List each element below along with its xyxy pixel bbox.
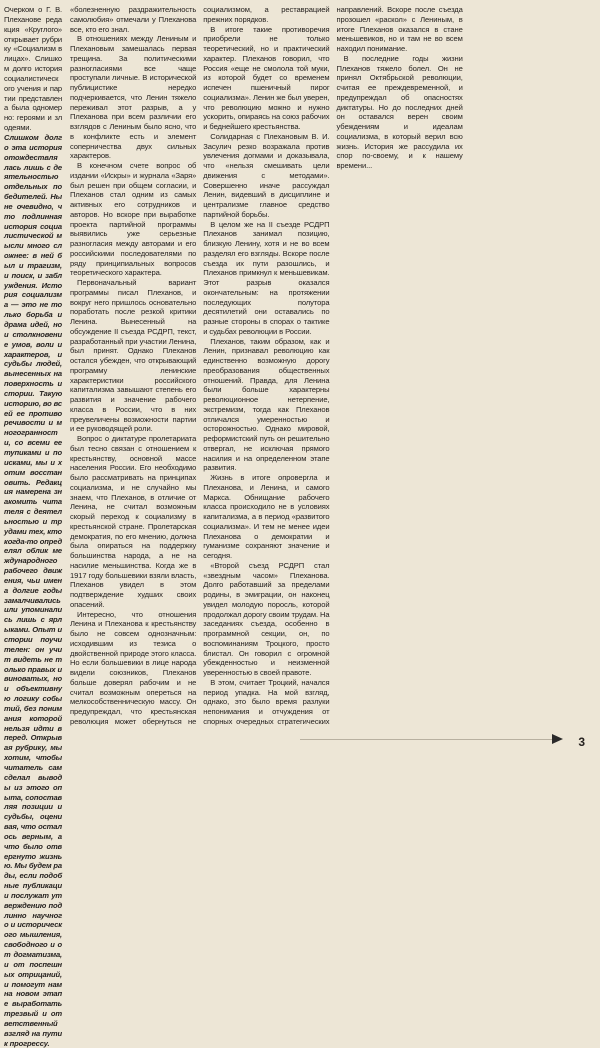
article-paragraph: Вопрос о диктатуре пролетариата был тесно связан с отношением к крестьянству, основной массе населения России. Его необходимо было рассматривать на принципах социализма, и не случайно мы знаем, что Плеханов, в отличие от Ленина, не считал возможным скорый переход к социализму в крестьянской стране. Пролетарская демократия, по его мнению, должна была опираться на поддержку большинства народа, а не на насилие меньшинства. Когда же в 1917 году большевики взяли власть, Плеханов увидел в этом подтверждение худших своих опасений. (70, 434, 197, 609)
article-paragraph: В итоге такие противоречия приобрели не только теоретический, но и практический характер. Плеханов говорил, что Россия «еще не смолола той муки, из которой будет со временем испечен пшеничный пирог социализма». Ленин же был уверен, что революцию можно и нужно ускорить, опираясь на союз рабочих и беднейшего крестьянства. (203, 24, 330, 131)
article-paragraph: В конечном счете вопрос об издании «Искры» и журнала «Заря» был решен при общем согласии, и Плеханов стал одним из самых активных его сотрудников и авторов. Но вскоре при выработке проекта партийной программы выявились уже серьезные разногласия между авторами и его российскими последователями по ряду принципиальных вопросов теоретического характера. (70, 161, 197, 278)
continue-arrow-icon (552, 734, 563, 744)
sidebar-editorial-text: Слишком долго эта история отождествлялась лишь с деятельностью отдельных победителей. Ныне очевидно, что подлинная история социалистической мысли много сложнее: в ней был и трагизм, и поиск, и заблуждения. История социализма — это не только борьба и драма идей, но и столкновение умов, воли и характеров, и судьбы людей, вынесенных на поверхность истории. Такую историю, во всей ее противоречивости и многогранности, со всеми ее тупиками и поисками, мы и хотим восстановить. Редакция намерена знакомить читателя с деятельностью и трудами тех, кто когда-то определял облик международного рабочего движения, чьи имена долгие годы замалчивались или упоминались лишь с ярлыками. Опыт истории поучителен: он учит видеть не только правых и виноватых, но и объективную логику событий, без понимания которой нельзя идти вперед. Открывая рубрику, мы хотим, чтобы читатель сам сделал выводы из этого опыта, сопоставляя позиции и судьбы, оценивая, что осталось верным, а что было отвергнуто жизнью. Мы будем рады, если подобные публикации послужат утверждению подлинно научного и исторического мышления, свободного и от догматизма, и от поспешных отрицаний, и помогут нам на новом этапе выработать трезвый и ответственный взгляд на пути к прогрессу. (4, 132, 62, 1048)
article-paragraph: В этом, считает Троцкий, начался период упадка. На мой взгляд, однако, это было время разлуки непонимания и отчуждения от спорных очередных стратегических направлений. Вскоре после съезда прозошел «раскол» с Лениным, в итоге Плеханов оказался в стане меньшевиков, но и там не во всем находил понимание. (203, 5, 463, 726)
article-paragraph: Солидарная с Плехановым В. И. Засулич резко возражала против увлечения догмами и доказывала, что «нельзя смешивать цели движения с методами». Совершенно иначе рассуждал Ленин, видевший в дисциплине и централизме главное средство партийной борьбы. (203, 131, 330, 219)
sidebar-column (4, 5, 62, 1048)
article-paragraph: В отношениях между Лениным и Плехановым замешалась первая трещина. За политическими разногласиями все чаще проступали личные. В исторической публицистике нередко подчеркивается, что Ленин тяжело переживал этот разрыв, а у Плеханова при всем различии его взглядов с Лениным было ясно, что в конфликте есть и элемент соперничества двух сильных характеров. (70, 34, 197, 161)
article-paragraph: «Второй съезд РСДРП стал «звездным часом» Плеханова. Долго работавший за пределами родины, в эмиграции, он наконец увидел молодую поросль, которой продолжал дорогу своим трудам. На заседаниях съезда, особенно в программной секции, он, по воспоминаниям Троцкого, просто блистал. Он говорил с огромной убежденностью и неизменной уверенностью в своей правоте. (203, 560, 330, 677)
article-paragraph: В целом же на II съезде РСДРП Плеханов занимал позицию, близкую Ленину, хотя и не во всем разделял его взгляды. Вскоре после съезда их пути разошлись, и Плеханов примкнул к меньшевикам. Этот разрыв оказался окончательным: на протяжении последующих полутора десятилетий они оставались по разные стороны в спорах о тактике и судьбах революции в России. (203, 219, 330, 336)
page-number: 3 (578, 735, 585, 749)
article-paragraph: В последние годы жизни Плеханов тяжело болел. Он не принял Октябрьской революции, считая ее преждевременной, и предупреждал об опасностях диктатуры. Но до последних дней он оставался верен своим убеждениям и идеалам социализма, в который верил всю жизнь. История же рассудила их спор по-своему, и к нашему времени... (336, 53, 463, 170)
article-paragraph: Первоначальный вариант программы писал Плеханов, и вокруг него пришлось основательно поработать после резкой критики Ленина. Вынесенный на обсуждение II съезда РСДРП, текст, разработанный при участии Ленина, был принят. Однако Плеханов остался убежден, что открывающий программу ленинские характеристики российского капитализма завышают степень его развития и значение рабочего класса в России, что в них преувеличены возможности партии и ее руководящей роли. (70, 278, 197, 434)
article-paragraph: Интересно, что отношения Ленина и Плеханова к крестьянству было не совсем однозначным: исходившим из тезиса о двойственной природе этого класса. Но если большевики в лице народа видели союзников, Плеханов больше доверял рабочим и не считал возможным опереться на мелкособственническую массу. Он предупреждал, что крестьянская революция может обернуться не социализмом, а реставрацией прежних порядков. (70, 5, 330, 726)
article-body (70, 5, 596, 731)
article-paragraph: «болезненную раздражительность самолюбия» отмечали у Плеханова все, кто его знал. (70, 5, 197, 34)
article-paragraph: Жизнь в итоге опровергла и Плеханова, и Ленина, и самого Маркса. Обнищание рабочего класса происходило не в условиях капитализма, а в период «развитого социализма». И тем не менее идеи Плеханова о демократии и гуманизме сохраняют значение и сегодня. (203, 473, 330, 560)
sidebar-intro: Очерком о Г. В. Плеханове редакция «Круглого» открывает рубрику «Социализм в лицах». Слишком долго история социалистического учения и партии представлена была одномерно: героями и злодеями. (4, 5, 62, 133)
footer-rule (300, 739, 552, 740)
article-paragraph: Плеханов, таким образом, как и Ленин, признавал революцию как единственно возможную дорогу преобразования общественных отношений. Правда, для Ленина были больше характерны революционное нетерпение, экстремизм, тогда как Плеханов отличался умеренностью и осторожностью. Однако мировой, реформистский путь он решительно отвергал, не исключая прямого насилия и на определенном этапе развития. (203, 336, 330, 473)
